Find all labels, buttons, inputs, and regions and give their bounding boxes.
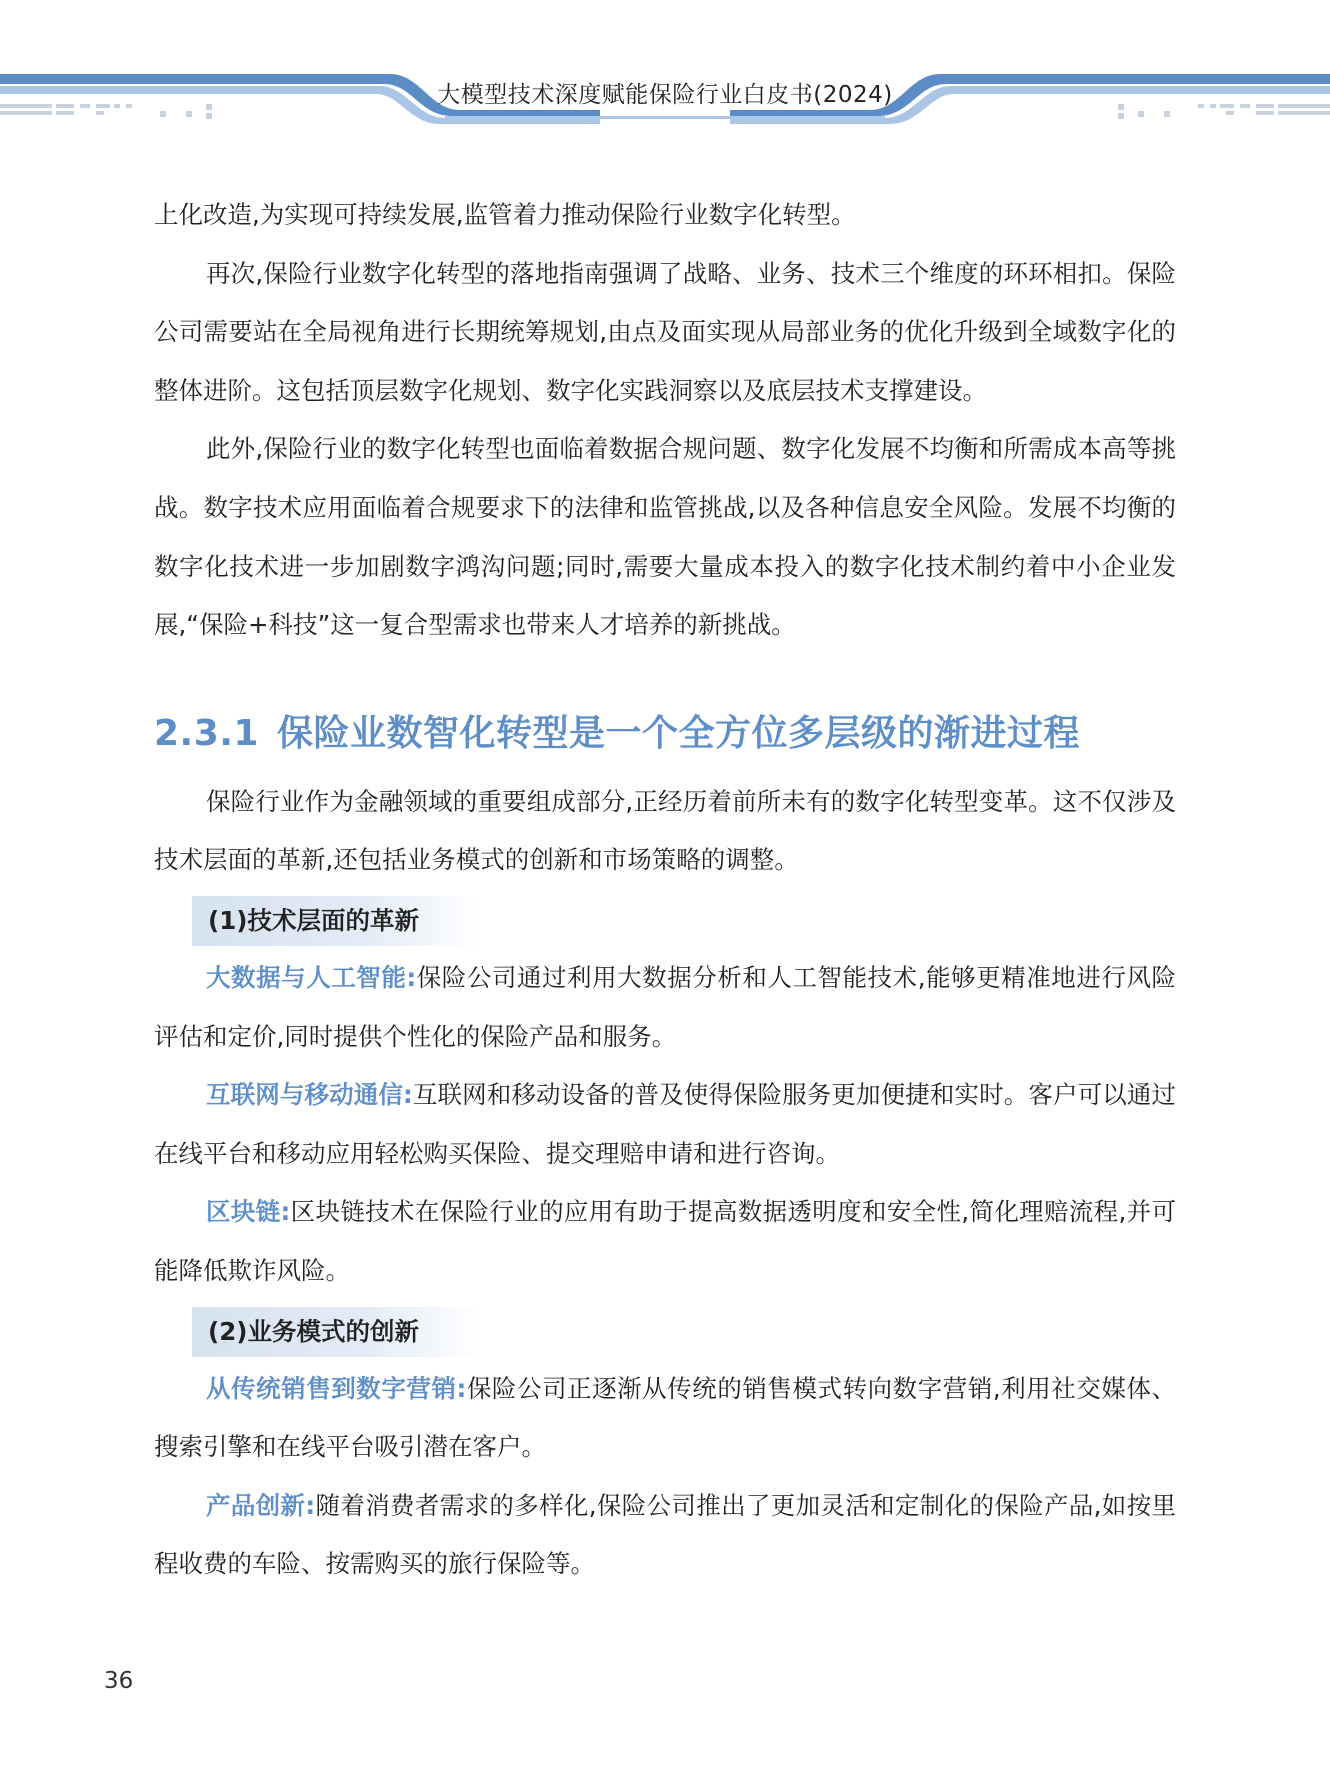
term-label: 大数据与人工智能: [206,962,417,992]
term-label: 互联网与移动通信: [206,1080,413,1110]
section-intro: 保险行业作为金融领域的重要组成部分,正经历着前所未有的数字化转型变革。这不仅涉及技术层面的革新,还包括业务模式的创新和市场策略的调整。 [154,786,1176,875]
sub-heading-tech: (1)技术层面的革新 [192,896,483,946]
page-number: 36 [104,1668,134,1694]
list-item [154,1360,1176,1477]
list-item [154,1066,1176,1183]
header-title: 大模型技术深度赋能保险行业白皮书(2024) [437,82,893,108]
list-item [154,949,1176,1066]
page-content [154,186,1176,1594]
page-header [0,0,1330,140]
term-text: 随着消费者需求的多样化,保险公司推出了更加灵活和定制化的保险产品,如按里程收费的车险、按需购买的旅行保险等。 [154,1490,1176,1579]
paragraph-3: 此外,保险行业的数字化转型也面临着数据合规问题、数字化发展不均衡和所需成本高等挑战。数字技术应用面临着合规要求下的法律和监管挑战,以及各种信息安全风险。发展不均衡的数字化技术进一步加剧数字鸿沟问题;同时,需要大量成本投入的数字化技术制约着中小企业发展,“保险+科技”这一复合型需求也带来人才培养的新挑战。 [154,434,1176,640]
term-text: 区块链技术在保险行业的应用有助于提高数据透明度和安全性,简化理赔流程,并可能降低欺诈风险。 [154,1197,1176,1285]
list-item [154,1477,1176,1594]
section-number: 2.3.1 [154,712,259,754]
paragraph-2: 再次,保险行业数字化转型的落地指南强调了战略、业务、技术三个维度的环环相扣。保险公司需要站在全局视角进行长期统筹规划,由点及面实现从局部业务的优化升级到全域数字化的整体进阶。这包括顶层数字化规划、数字化实践洞察以及底层技术支撑建设。 [154,258,1176,405]
section-heading [154,695,1176,773]
term-text: 保险公司正逐渐从传统的销售模式转向数字营销,利用社交媒体、搜索引擎和在线平台吸引潜在客户。 [154,1373,1176,1462]
header-decoration [0,0,1330,140]
term-label: 产品创新: [206,1490,316,1520]
term-label: 从传统销售到数字营销: [206,1373,467,1403]
term-label: 区块链: [206,1197,291,1227]
sub-heading-business: (2)业务模式的创新 [192,1307,483,1357]
section-title: 保险业数智化转型是一个全方位多层级的渐进过程 [277,712,1081,754]
list-item [154,1183,1176,1300]
paragraph-1: 上化改造,为实现可持续发展,监管着力推动保险行业数字化转型。 [154,200,856,229]
header-center-line [445,116,885,119]
term-text: 保险公司通过利用大数据分析和人工智能技术,能够更精准地进行风险评估和定价,同时提供个性化的保险产品和服务。 [154,962,1177,1051]
term-text: 互联网和移动设备的普及使得保险服务更加便捷和实时。客户可以通过在线平台和移动应用轻松购买保险、提交理赔申请和进行咨询。 [154,1080,1177,1168]
